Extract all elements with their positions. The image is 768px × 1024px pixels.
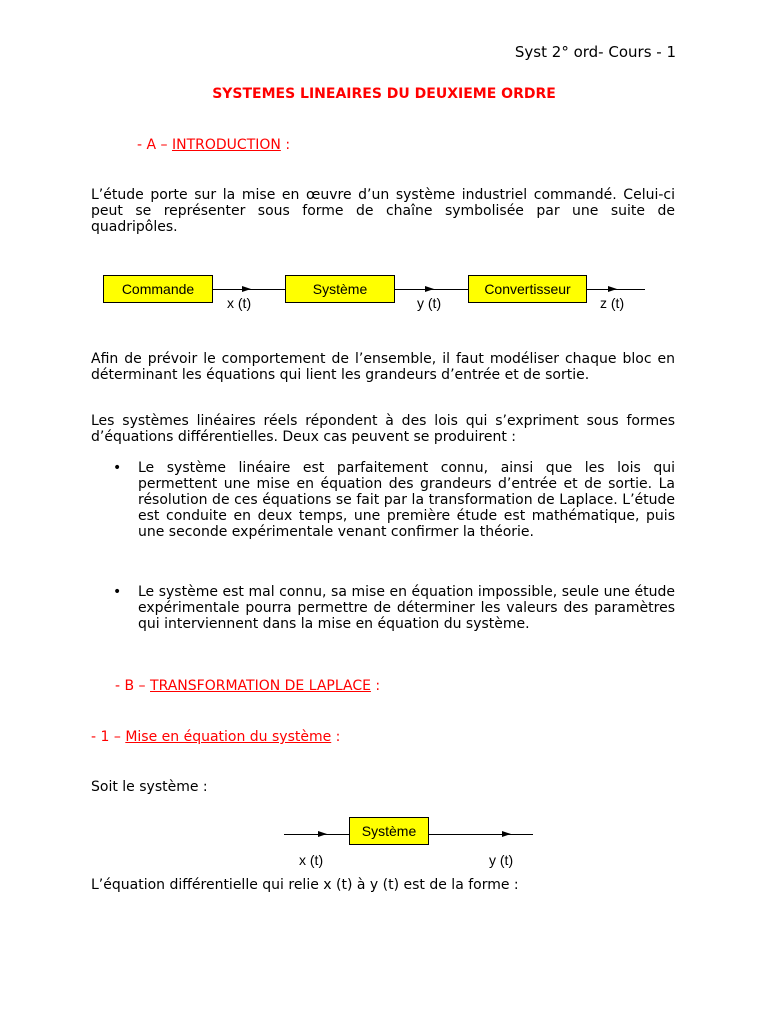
model-paragraph: Afin de prévoir le comportement de l’ensemble, il faut modéliser chaque bloc en déterminant les équations qui lient les grandeurs d’entrée et de sortie. (91, 351, 675, 383)
section-b1-title: Mise en équation du système (125, 729, 332, 745)
document-title: SYSTEMES LINEAIRES DU DEUXIEME ORDRE (212, 86, 556, 102)
bullet-item-known-system: Le système linéaire est parfaitement connu, ainsi que les lois qui permettent une mise en équation des grandeurs d’entrée et de sortie. La résolution de ces équations se fait par la transformation de Laplace. L’étude est conduite en deux temps, une première étude est mathématique, puis une seconde expérimentale venant confirmer la théorie. (138, 460, 675, 540)
section-a-suffix: : (280, 137, 291, 153)
chain-arrow-3 (608, 286, 617, 292)
signal-z-label: z (t) (600, 295, 625, 311)
chain-arrow-1 (242, 286, 251, 292)
laws-paragraph: Les systèmes linéaires réels répondent à des lois qui s’expriment sous formes d’équations différentielles. Deux cas peuvent se produirent : (91, 413, 675, 445)
signal-x-label: x (t) (227, 295, 252, 311)
section-a-title: INTRODUCTION (171, 137, 281, 153)
soit-text: Soit le système : (91, 779, 208, 795)
chain-link-3 (587, 289, 645, 290)
equation-intro: L’équation différentielle qui relie x (t) à y (t) est de la forme : (91, 877, 519, 893)
section-b1-heading (91, 729, 340, 745)
chain-arrow-2 (425, 286, 434, 292)
section-b-title: TRANSFORMATION DE LAPLACE (150, 678, 371, 694)
output-line (429, 834, 533, 835)
output-label: y (t) (489, 852, 514, 868)
block-systeme: Système (285, 275, 395, 303)
section-b-prefix: - B – (115, 678, 151, 694)
section-b1-suffix: : (331, 729, 341, 745)
section-b-suffix: : (370, 678, 381, 694)
intro-paragraph: L’étude porte sur la mise en œuvre d’un système industriel commandé. Celui-ci peut se représenter sous forme de chaîne symbolisée par une suite de quadripôles. (91, 187, 675, 235)
section-a-heading (137, 137, 290, 153)
section-a-prefix: - A – (137, 137, 172, 153)
section-b1-prefix: - 1 – (91, 729, 126, 745)
block-commande: Commande (103, 275, 213, 303)
block-convertisseur: Convertisseur (468, 275, 587, 303)
input-line (284, 834, 349, 835)
input-arrow (318, 831, 327, 837)
section-b-heading (115, 678, 380, 694)
output-arrow (502, 831, 511, 837)
signal-y-label: y (t) (417, 295, 442, 311)
block-systeme-single: Système (349, 817, 429, 845)
input-label: x (t) (299, 852, 324, 868)
chain-link-1 (213, 289, 285, 290)
bullet-item-unknown-system: Le système est mal connu, sa mise en équation impossible, seule une étude expérimentale pourra permettre de déterminer les valeurs des paramètres qui interviennent dans la mise en équation du système. (138, 584, 675, 632)
page-header: Syst 2° ord- Cours - 1 (514, 43, 676, 61)
bullet-symbol: • (113, 460, 122, 476)
bullet-symbol: • (113, 584, 122, 600)
chain-link-2 (395, 289, 468, 290)
